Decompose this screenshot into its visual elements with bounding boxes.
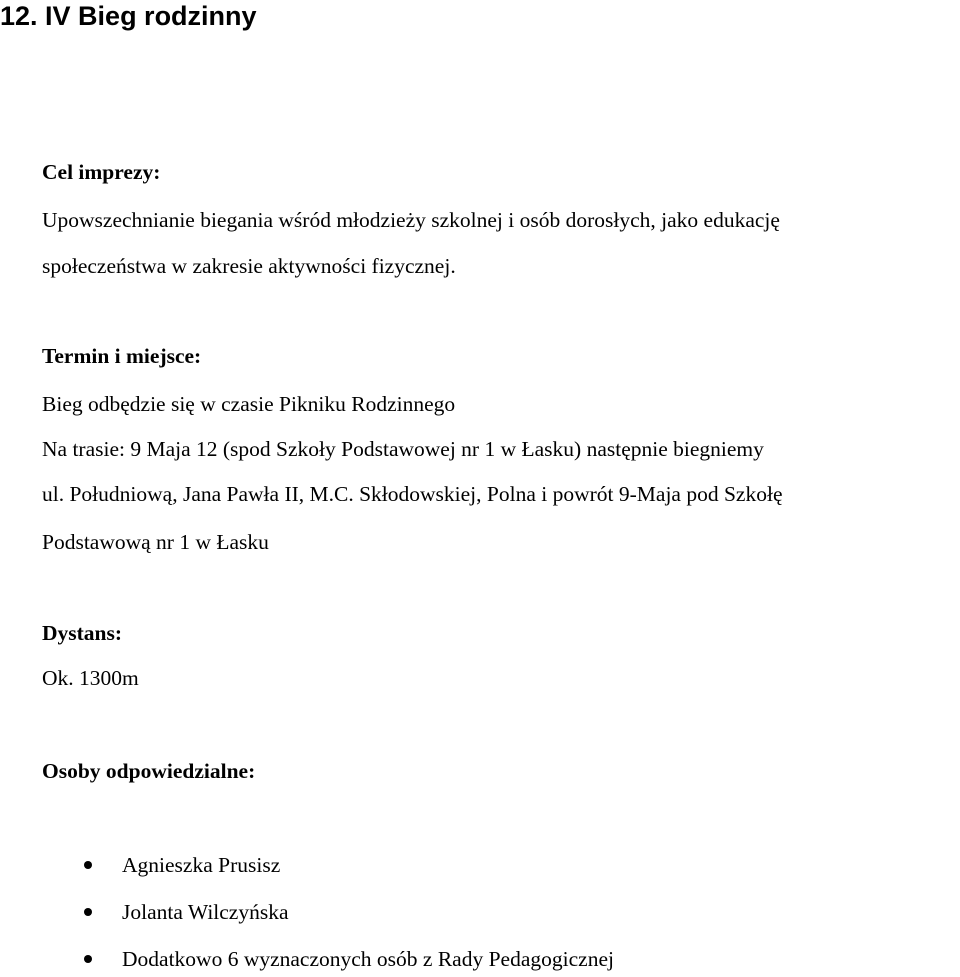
termin-text-line-4: Podstawową nr 1 w Łasku: [42, 530, 269, 554]
list-item: [0, 899, 960, 925]
dystans-value: Ok. 1300m: [42, 666, 139, 690]
termin-heading: Termin i miejsce:: [42, 344, 202, 368]
cel-text-line-2: społeczeństwa w zakresie aktywności fizycznej.: [42, 254, 456, 278]
list-item: [0, 852, 960, 878]
list-item-text: Agnieszka Prusisz: [122, 853, 281, 877]
osoby-heading: Osoby odpowiedzialne:: [42, 759, 256, 783]
list-item-text: Dodatkowo 6 wyznaczonych osób z Rady Pedagogicznej: [122, 947, 614, 971]
bullet-icon: [84, 908, 92, 916]
termin-text-line-3: ul. Południową, Jana Pawła II, M.C. Skłodowskiej, Polna i powrót 9-Maja pod Szkołę: [42, 482, 783, 506]
list-item-text: Jolanta Wilczyńska: [122, 900, 289, 924]
list-item: [0, 946, 960, 972]
termin-text-line-1: Bieg odbędzie się w czasie Pikniku Rodzinnego: [42, 392, 456, 416]
cel-text-line-1: Upowszechnianie biegania wśród młodzieży szkolnej i osób dorosłych, jako edukację: [42, 208, 780, 232]
dystans-heading: Dystans:: [42, 621, 123, 645]
bullet-icon: [84, 861, 92, 869]
cel-heading: Cel imprezy:: [42, 160, 161, 184]
page-title: 12. IV Bieg rodzinny: [0, 1, 257, 31]
bullet-icon: [84, 955, 92, 963]
termin-text-line-2: Na trasie: 9 Maja 12 (spod Szkoły Podstawowej nr 1 w Łasku) następnie biegniemy: [42, 437, 764, 461]
